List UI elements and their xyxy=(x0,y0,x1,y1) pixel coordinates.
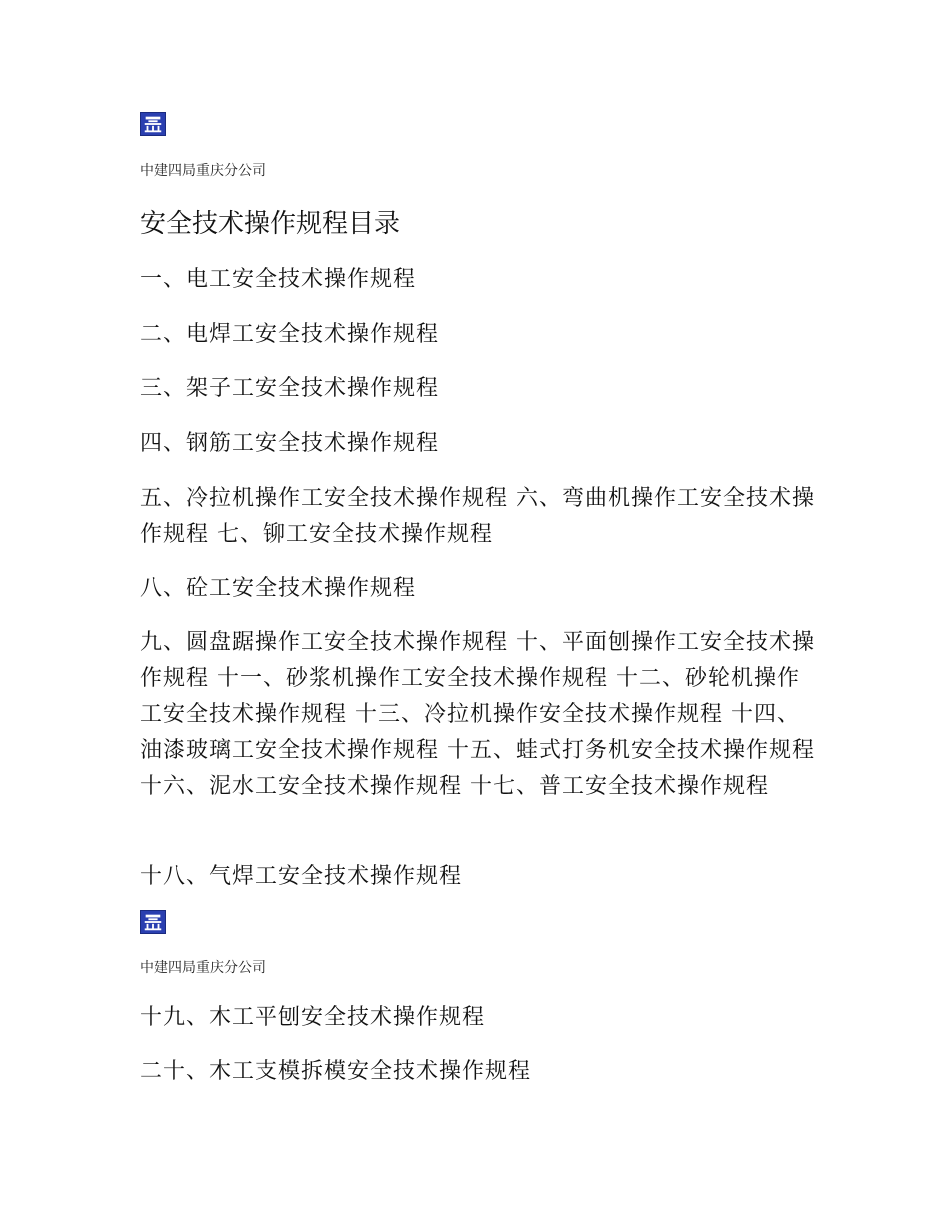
toc-item-2: 二、电焊工安全技术操作规程 xyxy=(140,322,440,347)
page-title: 安全技术操作规程目录 xyxy=(140,209,401,239)
toc-item-8: 八、砼工安全技术操作规程 xyxy=(140,576,417,601)
toc-item-19: 十九、木工平刨安全技术操作规程 xyxy=(140,1005,486,1030)
toc-item-5-7: 五、冷拉机操作工安全技术操作规程 六、弯曲机操作工安全技术操作规程 七、铆工安全技术操作规程 xyxy=(140,486,815,547)
toc-item-9-17: 九、圆盘踞操作工安全技术操作规程 十、平面刨操作工安全技术操作规程 十一、砂浆机操作工安全技术操作规程 十二、砂轮机操作工安全技术操作规程 十三、冷拉机操作安全技术操作规程 十四、油漆玻璃工安全技术操作规程 十五、蛙式打务机安全技术操作规程 十六、泥水工安全技术操作规程 十七、普工安全技术操作规程 xyxy=(140,630,815,799)
company-name: 中建四局重庆分公司 xyxy=(140,960,266,976)
company-logo-icon xyxy=(140,910,166,934)
company-name: 中建四局重庆分公司 xyxy=(140,163,266,179)
toc-item-3: 三、架子工安全技术操作规程 xyxy=(140,376,440,401)
toc-item-4: 四、钢筋工安全技术操作规程 xyxy=(140,431,440,456)
toc-item-18: 十八、气焊工安全技术操作规程 xyxy=(140,864,463,889)
toc-item-20: 二十、木工支模拆模安全技术操作规程 xyxy=(140,1059,532,1084)
toc-item-1: 一、电工安全技术操作规程 xyxy=(140,267,417,292)
company-logo-icon xyxy=(140,112,166,136)
